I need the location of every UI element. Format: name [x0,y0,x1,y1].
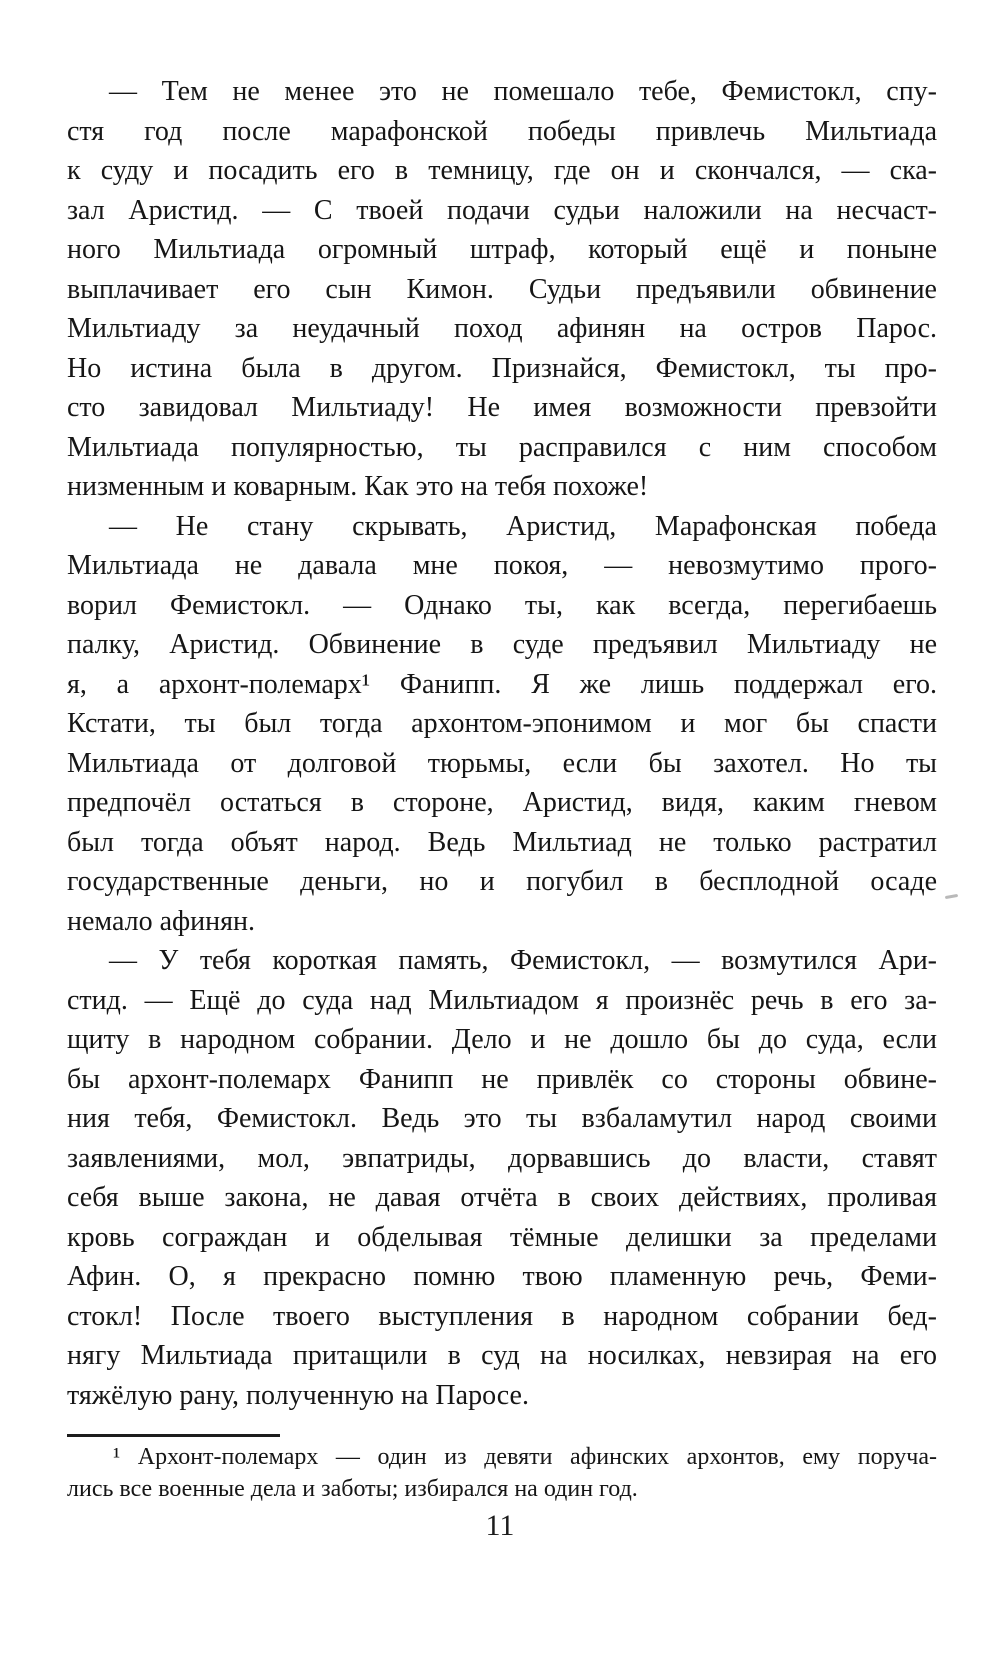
text-line: Афин. О, я прекрасно помню твою пламенную речь, Феми- [67,1261,937,1292]
text-line: был тогда объят народ. Ведь Мильтиад не только растратил [67,826,937,858]
text-line: щиту в народном собрании. Дело и не дошло бы до суда, если [67,1024,937,1055]
text-line: Мильтиаду за неудачный поход афинян на остров Парос. [67,313,937,344]
text-line: я, а архонт-полемарх¹ Фанипп. Я же лишь поддержал его. [67,668,937,700]
text-line: выплачивает его сын Кимон. Судьи предъявили обвинение [67,273,937,305]
text-line: — Тем не менее это не помешало тебе, Фемистокл, спу- [109,76,937,107]
text-line: стя год после марафонской победы привлечь Мильтиада [67,115,937,147]
text-line: низменным и коварным. Как это на тебя похоже! [67,471,649,502]
text-line: Мильтиада популярностью, ты расправился с ним способом [67,431,937,463]
text-line: бы архонт-полемарх Фанипп не привлёк со стороны обвине- [67,1063,937,1095]
text-line: себя выше закона, не давая отчёта в своих действиях, проливая [67,1182,937,1213]
text-line: палку, Аристид. Обвинение в суде предъявил Мильтиаду не [67,629,937,660]
footnote [67,1441,937,1505]
text-line: зал Аристид. — С твоей подачи судьи наложили на несчаст- [67,194,937,226]
text-line: Мильтиада от долговой тюрьмы, если бы захотел. Но ты [67,747,937,779]
page-number: 11 [485,1509,515,1542]
text-line: сто завидовал Мильтиаду! Не имея возможности превзойти [67,392,937,423]
text-line: Мильтиада не давала мне покоя, — невозмутимо прого- [67,550,937,581]
footnote-line: лись все военные дела и заботы; избирался на один год. [67,1476,638,1502]
footnote-separator-rule [67,1434,280,1437]
footnote-line: ¹ Архонт-полемарх — один из девяти афинских архонтов, ему поруча- [113,1444,937,1470]
text-line: Кстати, ты был тогда архонтом-эпонимом и мог бы спасти [67,708,937,739]
text-line: предпочёл остаться в стороне, Аристид, видя, каким гневом [67,787,937,818]
text-line: тяжёлую рану, полученную на Паросе. [67,1379,529,1411]
scan-artifact-mark [945,894,958,899]
text-line: государственные деньги, но и погубил в бесплодной осаде [67,866,937,897]
text-line: ния тебя, Фемистокл. Ведь это ты взбаламутил народ своими [67,1103,937,1134]
text-line: кровь сограждан и обделывая тёмные делишки за пределами [67,1221,937,1253]
text-line: немало афинян. [67,905,255,937]
text-line: заявлениями, мол, эвпатриды, дорвавшись до власти, ставят [67,1142,937,1174]
text-line: — У тебя короткая память, Фемистокл, — возмутился Ари- [109,945,937,976]
text-line: стид. — Ещё до суда над Мильтиадом я произнёс речь в его за- [67,984,937,1016]
page-text [67,72,937,1415]
text-line: стокл! После твоего выступления в народном собрании бед- [67,1300,937,1332]
text-line: нягу Мильтиада притащили в суд на носилках, невзирая на его [67,1340,937,1371]
text-line: Но истина была в другом. Признайся, Фемистокл, ты про- [67,352,937,384]
text-line: ворил Фемистокл. — Однако ты, как всегда, перегибаешь [67,589,937,621]
text-line: ного Мильтиада огромный штраф, который ещё и поныне [67,234,937,265]
text-line: к суду и посадить его в темницу, где он и скончался, — ска- [67,155,937,186]
text-line: — Не стану скрывать, Аристид, Марафонская победа [109,510,937,542]
